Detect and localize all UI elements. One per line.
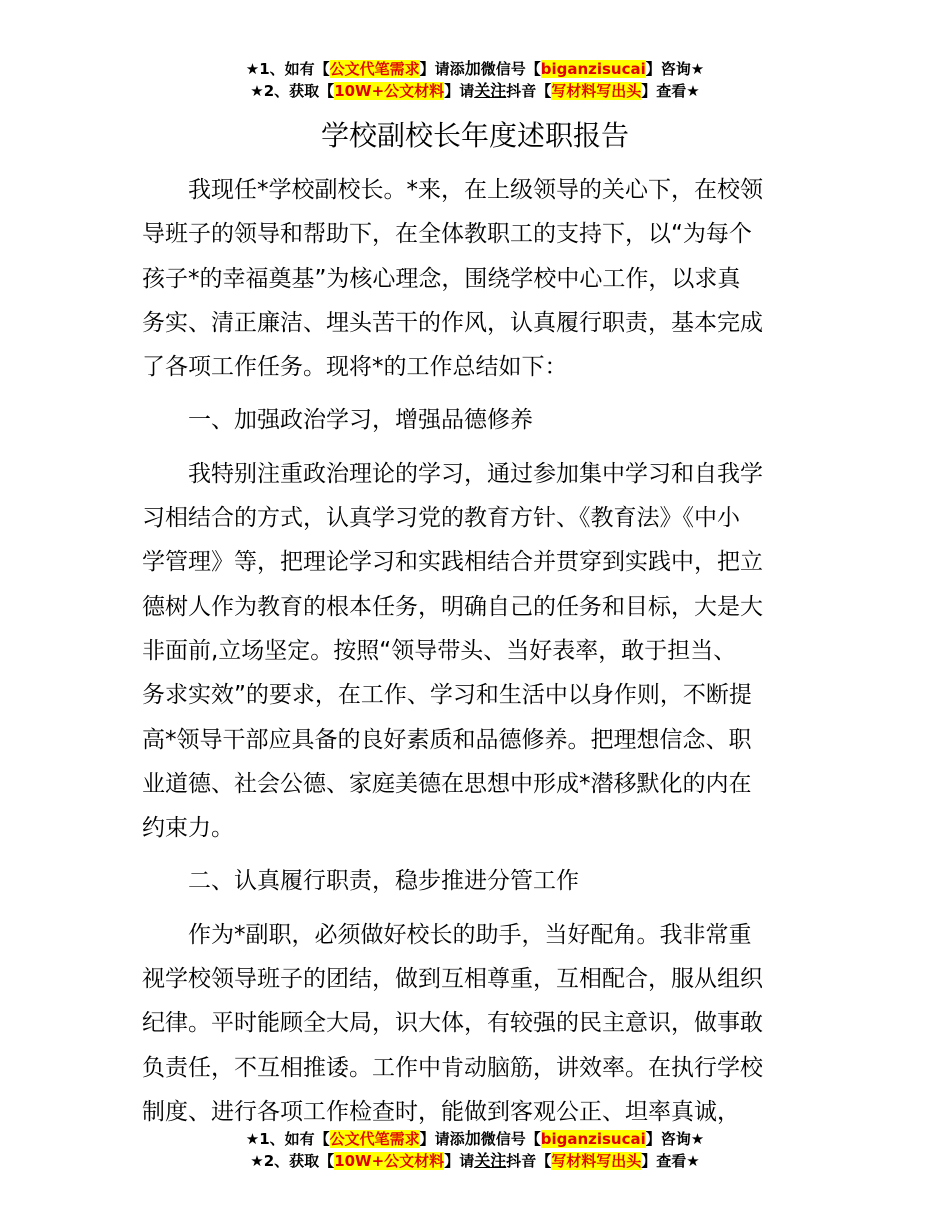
text-line: 纪律。平时能顾全大局，识大体，有较强的民主意识，做事敢 [142, 1010, 763, 1037]
banner-text: ★1、如有【 [245, 60, 330, 78]
text-line: 非面前,立场坚定。按照“领导带头、当好表率，敢于担当、 [142, 637, 737, 664]
text-line: 约束力。 [142, 815, 234, 842]
banner-highlight: 写材料写出头 [551, 1152, 642, 1170]
banner-text: 关注 [474, 1151, 507, 1170]
banner-text: 】请添 [419, 1130, 465, 1148]
banner-highlight: biganzisucai [540, 60, 646, 78]
text-line: 了各项工作任务。现将*的工作总结如下： [142, 354, 568, 381]
banner-text: 加 [464, 59, 481, 78]
text-line: 务求实效”的要求，在工作、学习和生活中以身作则，不断提 [142, 682, 752, 709]
paragraph-duties [142, 913, 814, 1134]
banner-highlight: 公文代笔需求 [329, 60, 420, 78]
banner-text: 】查看★ [641, 82, 700, 100]
text-line: 学管理》等，把理论学习和实践相结合并贯穿到实践中，把立 [142, 549, 763, 576]
document-body [142, 168, 814, 1134]
banner-text: 抖音【 [506, 1152, 552, 1170]
text-line: 一、加强政治学习，增强品德修养 [188, 407, 533, 434]
banner-text: 】咨询★ [645, 1130, 705, 1148]
text-line: 作为*副职，必须做好校长的助手，当好配角。我非常重 [188, 921, 752, 948]
banner-text: ★1、如有【 [245, 1130, 330, 1148]
text-line: 负责任，不互相推诿。工作中肯动脑筋，讲效率。在执行学校 [142, 1054, 763, 1081]
text-line: 高*领导干部应具备的良好素质和品德修养。把理想信念、职 [142, 726, 752, 753]
banner-line-1 [0, 58, 950, 80]
text-line: 孩子*的幸福奠基”为核心理念，围绕学校中心工作，以求真 [142, 265, 741, 292]
banner-text: 】请 [444, 82, 475, 100]
banner-text: 微信号【 [480, 1130, 541, 1148]
banner-text: 微信号【 [480, 60, 541, 78]
banner-text: 】请添 [419, 60, 465, 78]
banner-text: 】查看★ [641, 1152, 700, 1170]
banner-highlight: 10W+公文材料 [334, 1152, 445, 1170]
banner-text: 】咨询★ [645, 60, 705, 78]
text-line: 德树人作为教育的根本任务，明确自己的任务和目标，大是大 [142, 593, 763, 620]
banner-line-2 [0, 80, 950, 102]
banner-highlight: biganzisucai [540, 1130, 646, 1148]
text-line: 务实、清正廉洁、埋头苦干的作风，认真履行职责，基本完成 [142, 309, 763, 336]
paragraph-intro [142, 168, 814, 389]
banner-highlight: 公文代笔需求 [329, 1130, 420, 1148]
banner-text: 抖音【 [506, 82, 552, 100]
text-line: 视学校领导班子的团结，做到互相尊重，互相配合，服从组织 [142, 966, 763, 993]
banner-text: ★2、获取【 [250, 1152, 335, 1170]
banner-text: 加 [464, 1129, 481, 1148]
text-line: 业道德、社会公德、家庭美德在思想中形成*潜移默化的内在 [142, 770, 752, 797]
banner-line-1 [0, 1128, 950, 1150]
text-line: 我现任*学校副校长。*来，在上级领导的关心下，在校领 [188, 177, 763, 203]
banner-highlight: 10W+公文材料 [334, 82, 445, 100]
text-line: 二、认真履行职责，稳步推进分管工作 [188, 868, 579, 895]
footer-banner [0, 1128, 950, 1172]
banner-line-2 [0, 1150, 950, 1172]
banner-highlight: 写材料写出头 [551, 82, 642, 100]
section-heading-1 [142, 398, 814, 442]
text-line: 习相结合的方式，认真学习党的教育方针、《教育法》《中小 [142, 505, 740, 532]
section-heading-2 [142, 859, 814, 903]
banner-text: 】请 [444, 1152, 475, 1170]
header-banner [0, 58, 950, 102]
banner-text: ★2、获取【 [250, 82, 335, 100]
text-line: 制度、进行各项工作检查时，能做到客观公正、坦率真诚， [142, 1098, 740, 1125]
banner-text: 关注 [474, 81, 507, 100]
paragraph-politics [142, 452, 814, 851]
text-line: 我特别注重政治理论的学习，通过参加集中学习和自我学 [188, 460, 763, 487]
text-line: 导班子的领导和帮助下，在全体教职工的支持下，以“为每个 [142, 221, 752, 248]
document-title: 学校副校长年度述职报告 [320, 119, 629, 152]
